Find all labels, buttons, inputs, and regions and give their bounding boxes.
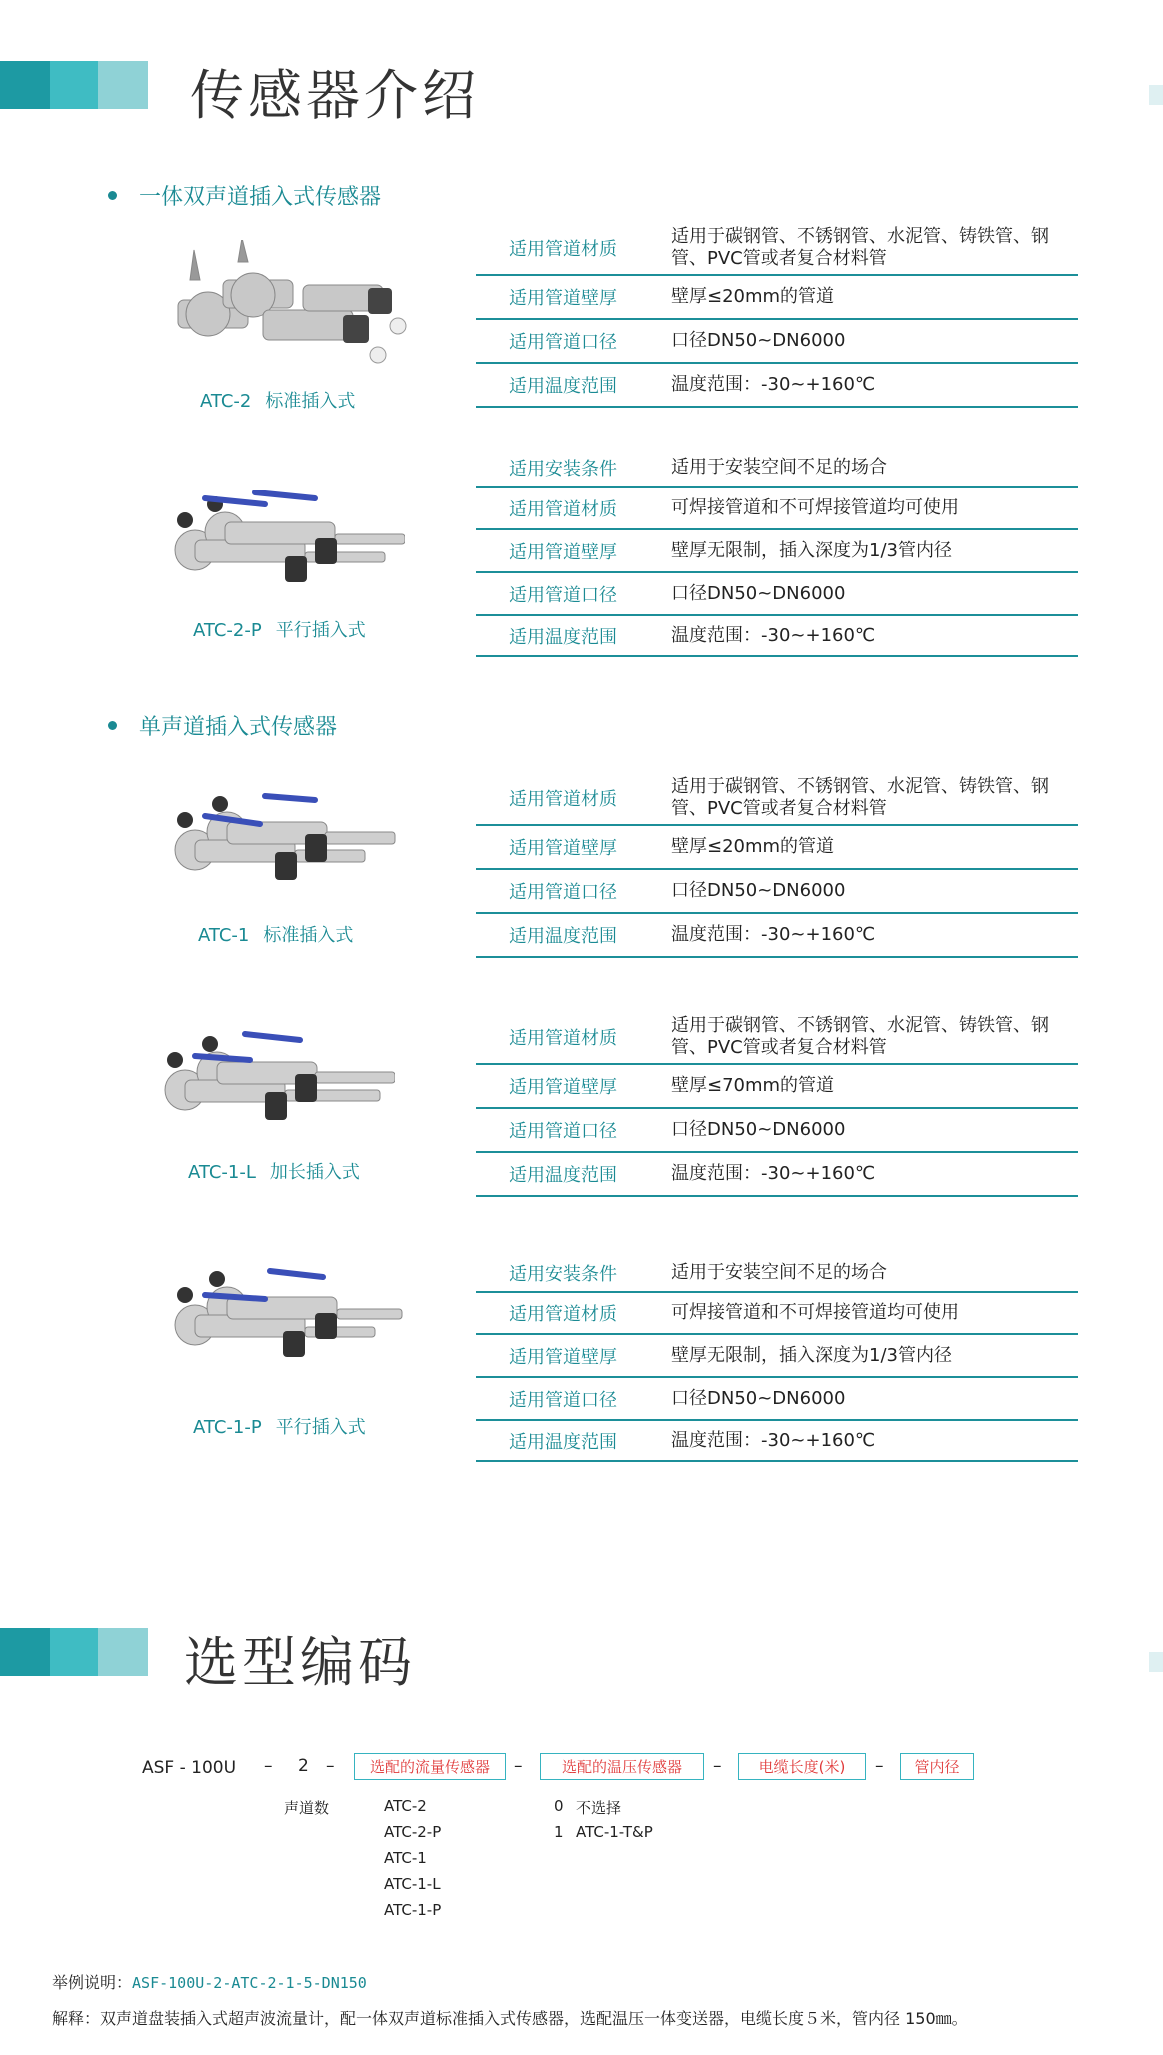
spec-row: 适用管道壁厚 壁厚≤70mm的管道 [476, 1065, 1078, 1109]
box-temp-sensor: 选配的温压传感器 [540, 1753, 704, 1780]
explain-label: 解释： [52, 2009, 101, 2028]
flow-option: ATC-1-L [384, 1875, 441, 1893]
example-label: 举例说明： [52, 1973, 133, 1992]
product-caption: ATC-2 标准插入式 [200, 391, 356, 412]
bullet-icon [108, 191, 117, 200]
code-dash: – [264, 1756, 273, 1776]
spec-row: 适用管道材质 适用于碳钢管、不锈钢管、水泥管、铸铁管、钢管、PVC管或者复合材料管 [476, 1011, 1078, 1065]
spec-row: 适用管道壁厚 壁厚无限制，插入深度为1/3管内径 [476, 530, 1078, 573]
box-cable-length: 电缆长度(米) [738, 1753, 866, 1780]
section-header-intro [0, 61, 1163, 131]
spec-row: 适用温度范围 温度范围：-30~+160℃ [476, 1153, 1078, 1197]
flow-option: ATC-2 [384, 1797, 427, 1815]
spec-row: 适用管道材质 可焊接管道和不可焊接管道均可使用 [476, 1293, 1078, 1335]
section-title: 选型编码 [184, 1631, 416, 1694]
sensor-image-atc2p [165, 490, 405, 630]
flow-option: ATC-2-P [384, 1823, 442, 1841]
spec-row: 适用管道口径 口径DN50~DN6000 [476, 870, 1078, 914]
bullet-icon [108, 721, 117, 730]
sensor-image-atc1 [165, 790, 405, 930]
temp-option-label: ATC-1-T&P [576, 1823, 653, 1841]
section-title: 传感器介绍 [190, 64, 480, 127]
spec-row: 适用管道壁厚 壁厚≤20mm的管道 [476, 826, 1078, 870]
temp-option-code: 1 [554, 1823, 564, 1841]
sensor-image-atc1p [165, 1265, 405, 1405]
spec-row: 适用管道壁厚 壁厚≤20mm的管道 [476, 276, 1078, 320]
spec-row: 适用温度范围 温度范围：-30~+160℃ [476, 616, 1078, 657]
spec-row: 适用安装条件 适用于安装空间不足的场合 [476, 1255, 1078, 1293]
code-base: ASF - 100U [142, 1758, 237, 1778]
temp-option-label: 不选择 [576, 1799, 622, 1817]
spec-row: 适用管道材质 可焊接管道和不可焊接管道均可使用 [476, 488, 1078, 530]
sensor-image-atc1l [155, 1030, 395, 1170]
explain-text: 双声道盘装插入式超声波流量计，配一体双声道标准插入式传感器，选配温压一体变送器，电缆长度５米，管内径 150㎜。 [100, 2009, 968, 2028]
box-pipe-diameter: 管内径 [900, 1753, 974, 1780]
spec-table-atc2 [476, 222, 1078, 408]
group-title-dual: 一体双声道插入式传感器 [108, 180, 381, 211]
spec-table-atc1l [476, 1011, 1078, 1197]
corner-mark [1149, 1652, 1163, 1672]
example-line [52, 1970, 367, 1993]
channels-label: 声道数 [284, 1799, 330, 1817]
product-caption: ATC-1-L 加长插入式 [188, 1162, 360, 1183]
group-title-single: 单声道插入式传感器 [108, 710, 337, 741]
box-flow-sensor: 选配的流量传感器 [354, 1753, 506, 1780]
spec-row: 适用管道口径 口径DN50~DN6000 [476, 573, 1078, 616]
spec-row: 适用管道材质 适用于碳钢管、不锈钢管、水泥管、铸铁管、钢管、PVC管或者复合材料管 [476, 222, 1078, 276]
spec-row: 适用管道口径 口径DN50~DN6000 [476, 1109, 1078, 1153]
spec-table-atc1 [476, 772, 1078, 958]
code-dash: – [875, 1756, 884, 1776]
spec-row: 适用温度范围 温度范围：-30~+160℃ [476, 914, 1078, 958]
spec-row: 适用安装条件 适用于安装空间不足的场合 [476, 450, 1078, 488]
corner-mark [1149, 85, 1163, 105]
spec-row: 适用管道口径 口径DN50~DN6000 [476, 1378, 1078, 1421]
product-caption: ATC-1 标准插入式 [198, 925, 354, 946]
code-dash: – [326, 1756, 335, 1776]
flow-option: ATC-1 [384, 1849, 427, 1867]
code-dash: – [713, 1756, 722, 1776]
header-color-bars [0, 61, 148, 109]
flow-option: ATC-1-P [384, 1901, 442, 1919]
example-value: ASF-100U-2-ATC-2-1-5-DN150 [132, 1974, 367, 1992]
explain-line [52, 2006, 968, 2029]
product-caption: ATC-2-P 平行插入式 [193, 620, 366, 641]
spec-row: 适用管道材质 适用于碳钢管、不锈钢管、水泥管、铸铁管、钢管、PVC管或者复合材料管 [476, 772, 1078, 826]
code-channels: 2 [298, 1756, 309, 1776]
product-caption: ATC-1-P 平行插入式 [193, 1417, 366, 1438]
spec-table-atc1p [476, 1255, 1078, 1462]
code-dash: – [514, 1756, 523, 1776]
spec-row: 适用温度范围 温度范围：-30~+160℃ [476, 1421, 1078, 1462]
sensor-image-atc2 [168, 240, 408, 380]
spec-table-atc2p [476, 450, 1078, 657]
spec-row: 适用管道壁厚 壁厚无限制，插入深度为1/3管内径 [476, 1335, 1078, 1378]
spec-row: 适用温度范围 温度范围：-30~+160℃ [476, 364, 1078, 408]
spec-row: 适用管道口径 口径DN50~DN6000 [476, 320, 1078, 364]
header-color-bars [0, 1628, 148, 1676]
section-header-code [0, 1628, 1163, 1698]
temp-option-code: 0 [554, 1797, 564, 1815]
